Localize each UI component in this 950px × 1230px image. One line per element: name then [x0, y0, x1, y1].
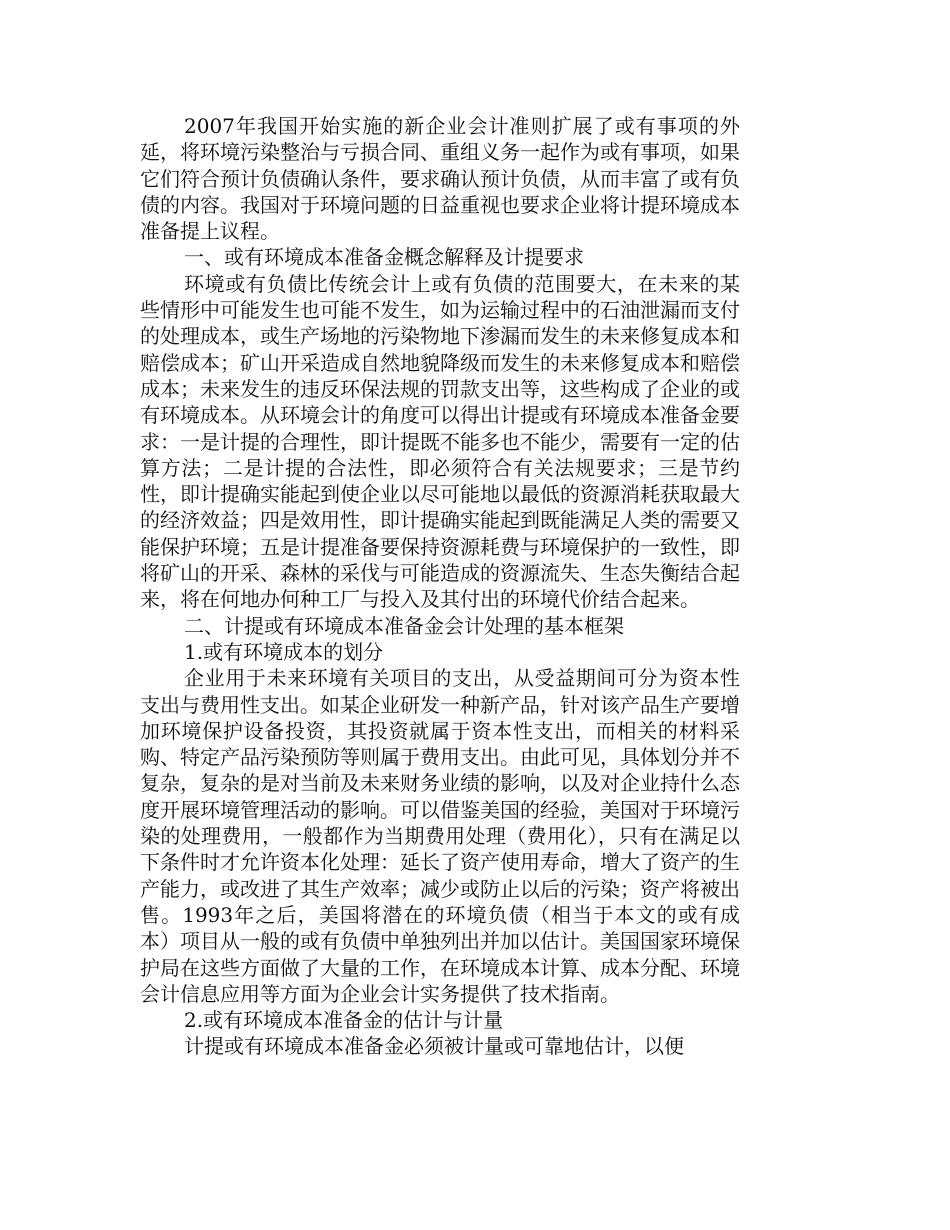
- section-heading-1: 一、或有环境成本准备金概念解释及计提要求: [184, 245, 584, 270]
- subsection-heading-2: 2.或有环境成本准备金的估计与计量: [184, 1008, 504, 1033]
- paragraph-intro: 2007年我国开始实施的新企业会计准则扩展了或有事项的外延，将环境污染整治与亏损合同、重组义务一起作为或有事项，如果它们符合预计负债确认条件，要求确认预计负债，从而丰富了或有负债的内容。我国对于环境问题的日益重视也要求企业将计提环境成本准备提上议程。: [140, 114, 740, 244]
- section-heading-2: 二、计提或有环境成本准备金会计处理的基本框架: [184, 613, 624, 638]
- document-body: [140, 113, 740, 1060]
- subsection-heading-1: 1.或有环境成本的划分: [184, 639, 384, 664]
- paragraph-cost-classification: 企业用于未来环境有关项目的支出，从受益期间可分为资本性支出与费用性支出。如某企业研发一种新产品，针对该产品生产要增加环境保护设备投资，其投资就属于资本性支出，而相关的材料采购、特定产品污染预防等则属于费用支出。由此可见，具体划分并不复杂，复杂的是对当前及未来财务业绩的影响，以及对企业持什么态度开展环境管理活动的影响。可以借鉴美国的经验，美国对于环境污染的处理费用，一般都作为当期费用处理（费用化），只有在满足以下条件时才允许资本化处理：延长了资产使用寿命，增大了资产的生产能力，或改进了其生产效率；减少或防止以后的污染；资产将被出售。1993年之后，美国将潜在的环境负债（相当于本文的或有成本）项目从一般的或有负债中单独列出并加以估计。美国国家环境保护局在这些方面做了大量的工作，在环境成本计算、成本分配、环境会计信息应用等方面为企业会计实务提供了技术指南。: [140, 666, 740, 1006]
- paragraph-estimation: 计提或有环境成本准备金必须被计量或可靠地估计，以便: [184, 1034, 684, 1059]
- paragraph-contingent-liability: 环境或有负债比传统会计上或有负债的范围要大，在未来的某些情形中可能发生也可能不发生，如为运输过程中的石油泄漏而支付的处理成本，或生产场地的污染物地下渗漏而发生的未来修复成本和赔偿成本；矿山开采造成自然地貌降级而发生的未来修复成本和赔偿成本；未来发生的违反环保法规的罚款支出等，这些构成了企业的或有环境成本。从环境会计的角度可以得出计提或有环境成本准备金要求：一是计提的合理性，即计提既不能多也不能少，需要有一定的估算方法；二是计提的合法性，即必须符合有关法规要求；三是节约性，即计提确实能起到使企业以尽可能地以最低的资源消耗获取最大的经济效益；四是效用性，即计提确实能起到既能满足人类的需要又能保护环境；五是计提准备要保持资源耗费与环境保护的一致性，即将矿山的开采、森林的采伐与可能造成的资源流失、生态失衡结合起来，将在何地办何种工厂与投入及其付出的环境代价结合起来。: [140, 271, 740, 612]
